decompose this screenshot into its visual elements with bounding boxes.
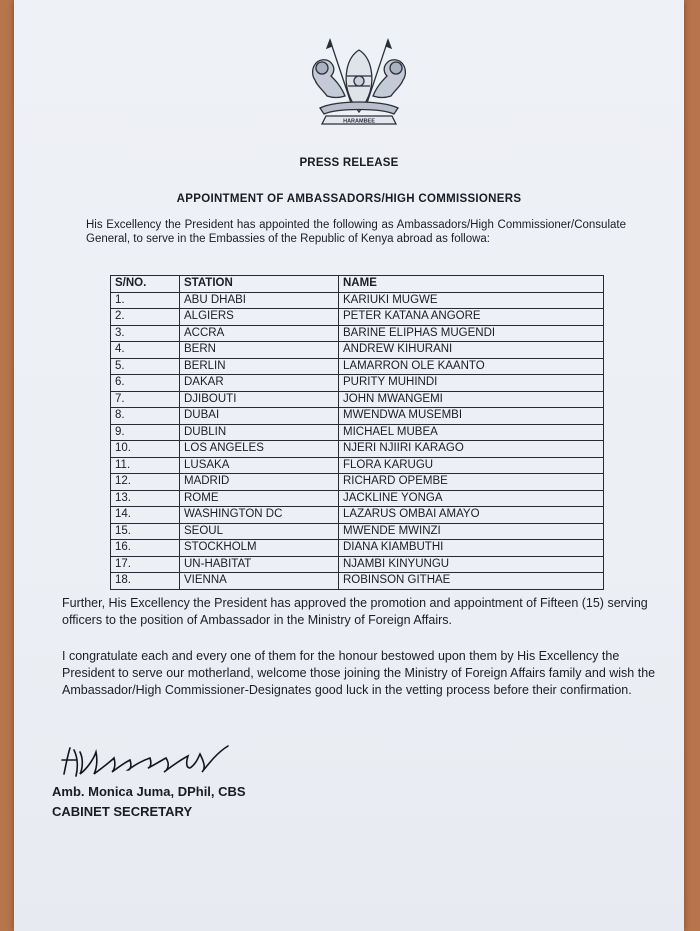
cell-station: LUSAKA bbox=[180, 457, 339, 474]
cell-station: DJIBOUTI bbox=[180, 391, 339, 408]
cell-station: DUBLIN bbox=[180, 424, 339, 441]
table-row bbox=[111, 408, 604, 425]
cell-name: BARINE ELIPHAS MUGENDI bbox=[339, 325, 604, 342]
table-body bbox=[111, 292, 604, 589]
cell-sno: 10. bbox=[111, 441, 180, 458]
table-row bbox=[111, 523, 604, 540]
cell-sno: 5. bbox=[111, 358, 180, 375]
table-row bbox=[111, 540, 604, 557]
signatory-title: CABINET SECRETARY bbox=[52, 804, 193, 819]
cell-station: ACCRA bbox=[180, 325, 339, 342]
cell-name: JACKLINE YONGA bbox=[339, 490, 604, 507]
promotion-paragraph: Further, His Excellency the President has approved the promotion and appointment of Fifteen (15) serving officers to the position of Ambassador in the Ministry of Foreign Affairs. bbox=[62, 596, 648, 627]
table-row bbox=[111, 573, 604, 590]
cell-name: JOHN MWANGEMI bbox=[339, 391, 604, 408]
table-row bbox=[111, 375, 604, 392]
table-row bbox=[111, 457, 604, 474]
cell-station: DAKAR bbox=[180, 375, 339, 392]
table-row bbox=[111, 358, 604, 375]
table-row bbox=[111, 424, 604, 441]
cell-name: NJAMBI KINYUNGU bbox=[339, 556, 604, 573]
cell-name: LAMARRON OLE KAANTO bbox=[339, 358, 604, 375]
table-row bbox=[111, 391, 604, 408]
cell-name: MICHAEL MUBEA bbox=[339, 424, 604, 441]
cell-sno: 15. bbox=[111, 523, 180, 540]
cell-name: LAZARUS OMBAI AMAYO bbox=[339, 507, 604, 524]
cell-name: MWENDWA MUSEMBI bbox=[339, 408, 604, 425]
cell-station: UN-HABITAT bbox=[180, 556, 339, 573]
cell-sno: 13. bbox=[111, 490, 180, 507]
press-release-heading: PRESS RELEASE bbox=[299, 157, 399, 169]
cell-sno: 9. bbox=[111, 424, 180, 441]
cell-station: ALGIERS bbox=[180, 309, 339, 326]
cell-name: DIANA KIAMBUTHI bbox=[339, 540, 604, 557]
cell-name: MWENDE MWINZI bbox=[339, 523, 604, 540]
cell-sno: 12. bbox=[111, 474, 180, 491]
cell-name: FLORA KARUGU bbox=[339, 457, 604, 474]
cell-sno: 14. bbox=[111, 507, 180, 524]
signatory-block bbox=[52, 782, 246, 822]
cell-station: SEOUL bbox=[180, 523, 339, 540]
cell-name: PURITY MUHINDI bbox=[339, 375, 604, 392]
cell-sno: 2. bbox=[111, 309, 180, 326]
cell-station: VIENNA bbox=[180, 573, 339, 590]
cell-sno: 18. bbox=[111, 573, 180, 590]
cell-station: WASHINGTON DC bbox=[180, 507, 339, 524]
cell-name: NJERI NJIIRI KARAGO bbox=[339, 441, 604, 458]
table-row bbox=[111, 474, 604, 491]
table-row bbox=[111, 556, 604, 573]
table-row bbox=[111, 507, 604, 524]
cell-station: STOCKHOLM bbox=[180, 540, 339, 557]
cell-sno: 7. bbox=[111, 391, 180, 408]
cell-sno: 17. bbox=[111, 556, 180, 573]
cell-sno: 11. bbox=[111, 457, 180, 474]
header-sno: S/NO. bbox=[111, 276, 180, 293]
header-station: STATION bbox=[180, 276, 339, 293]
appointment-heading: APPOINTMENT OF AMBASSADORS/HIGH COMMISSIONERS bbox=[176, 193, 522, 205]
cell-station: ABU DHABI bbox=[180, 292, 339, 309]
signatory-name: Amb. Monica Juma, DPhil, CBS bbox=[52, 784, 246, 799]
table-row bbox=[111, 309, 604, 326]
press-release-page bbox=[14, 0, 684, 931]
table-header-row bbox=[111, 276, 604, 293]
cell-sno: 16. bbox=[111, 540, 180, 557]
cell-station: MADRID bbox=[180, 474, 339, 491]
cell-station: ROME bbox=[180, 490, 339, 507]
table-row bbox=[111, 441, 604, 458]
table-row bbox=[111, 490, 604, 507]
cell-sno: 4. bbox=[111, 342, 180, 359]
congratulation-paragraph: I congratulate each and every one of them for the honour bestowed upon them by His Excellency the President to serve our motherland, welcome those joining the Ministry of Foreign Affairs family and wish the Ambassador/High Commissioner-Designates good luck in the vetting process before their confirmation. bbox=[62, 649, 656, 697]
kenya-coat-of-arms-emblem bbox=[300, 36, 418, 132]
cell-name: ROBINSON GITHAE bbox=[339, 573, 604, 590]
table-row bbox=[111, 325, 604, 342]
cell-station: LOS ANGELES bbox=[180, 441, 339, 458]
cell-sno: 3. bbox=[111, 325, 180, 342]
cell-sno: 1. bbox=[111, 292, 180, 309]
cell-station: BERLIN bbox=[180, 358, 339, 375]
intro-paragraph: His Excellency the President has appointed the following as Ambassadors/High Commissioner/Consulate General, to serve in the Embassies of the Republic of Kenya abroad as followa: bbox=[86, 219, 626, 245]
cell-name: RICHARD OPEMBE bbox=[339, 474, 604, 491]
table-row bbox=[111, 292, 604, 309]
cell-name: PETER KATANA ANGORE bbox=[339, 309, 604, 326]
header-name: NAME bbox=[339, 276, 604, 293]
cell-sno: 6. bbox=[111, 375, 180, 392]
svg-text:HARAMBEE: HARAMBEE bbox=[343, 118, 375, 125]
cell-name: KARIUKI MUGWE bbox=[339, 292, 604, 309]
cell-sno: 8. bbox=[111, 408, 180, 425]
handwritten-signature bbox=[58, 738, 238, 782]
table-row bbox=[111, 342, 604, 359]
cell-name: ANDREW KIHURANI bbox=[339, 342, 604, 359]
cell-station: BERN bbox=[180, 342, 339, 359]
cell-station: DUBAI bbox=[180, 408, 339, 425]
appointments-table bbox=[110, 275, 604, 590]
